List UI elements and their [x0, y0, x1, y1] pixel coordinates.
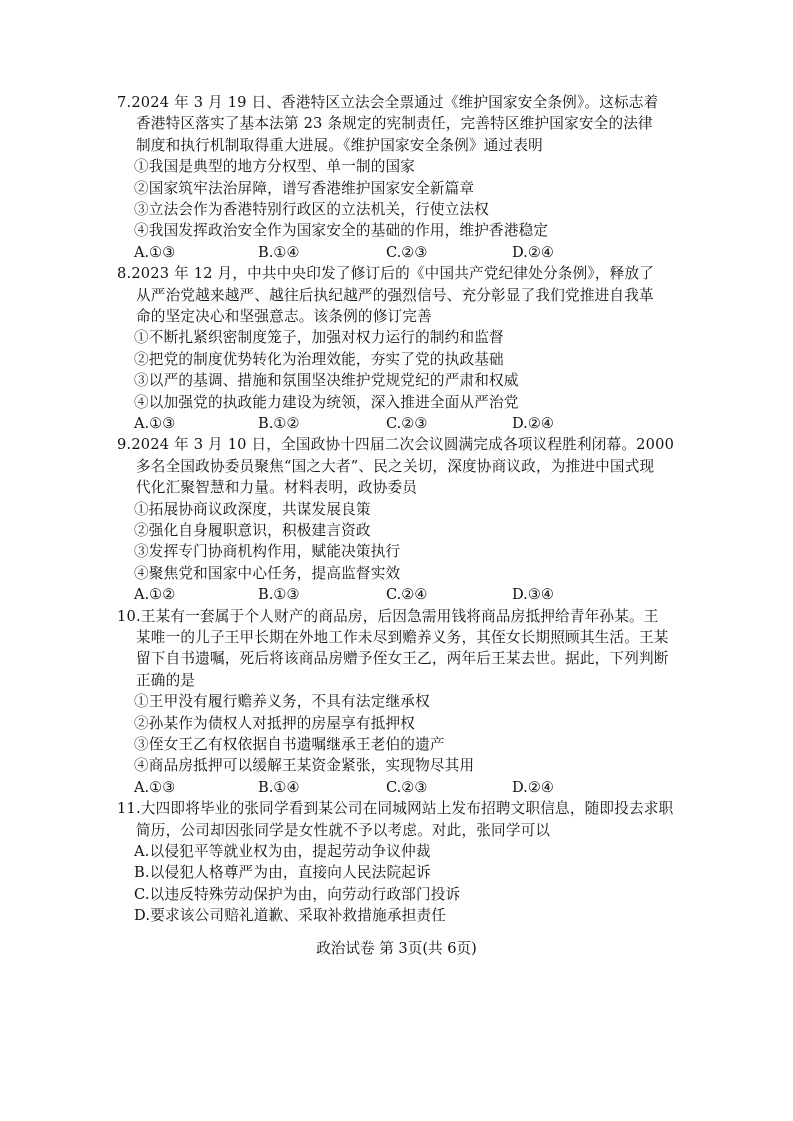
- question-option: ④我国发挥政治安全作为国家安全的基础的作用，维护香港稳定: [134, 222, 549, 240]
- question-stem: 7.2024 年 3 月 19 日、香港特区立法会全票通过《维护国家安全条例》。这标志着: [117, 94, 659, 111]
- question-option: ④以加强党的执政能力建设为统领，深入推进全面从严治党: [134, 393, 519, 411]
- question-option: ①拓展协商议政深度，共谋发展良策: [134, 500, 371, 518]
- question-option: D.要求该公司赔礼道歉、采取补救措施承担责任: [134, 907, 447, 925]
- answer-choice: B.①②: [258, 415, 300, 432]
- question-option: ②强化自身履职意识，积极建言资政: [134, 522, 371, 539]
- answer-choice: A.①②: [134, 586, 176, 604]
- question-option: C.以违反特殊劳动保护为由，向劳动行政部门投诉: [134, 885, 461, 903]
- question-option: ①不断扎紧织密制度笼子，加强对权力运行的制约和监督: [134, 329, 504, 347]
- answer-choice: D.②④: [512, 778, 554, 796]
- question-stem-line: 命的坚定决心和坚强意志。该条例的修订完善: [136, 308, 432, 325]
- question-stem-line: 从严治党越来越严、越往后执纪越严的强烈信号、充分彰显了我们党推进自我革: [136, 286, 654, 304]
- question-option: ③侄女王乙有权依据自书遗嘱继承王老伯的遗产: [134, 736, 445, 753]
- question-option: ②把党的制度优势转化为治理效能，夯实了党的执政基础: [134, 350, 504, 368]
- answer-choice: D.③④: [512, 586, 554, 604]
- question-stem-line: 制度和执行机制取得重大进展。《维护国家安全条例》通过表明: [136, 136, 543, 154]
- question-option: ④商品房抵押可以缓解王某资金紧张，实现物尽其用: [134, 757, 475, 775]
- answer-choice: B.①④: [258, 243, 300, 261]
- question-option: ③以严的基调、措施和氛围坚决维护党规党纪的严肃和权威: [134, 372, 519, 390]
- question-stem: 10.王某有一套属于个人财产的商品房，后因急需用钱将商品房抵押给青年孙某。王: [117, 607, 659, 625]
- question-stem-line: 正确的是: [136, 671, 196, 689]
- answer-choice: A.①③: [134, 778, 176, 796]
- question-stem-line: 留下自书遗嘱，死后将该商品房赠予侄女王乙，两年后王某去世。据此，下列判断: [136, 650, 669, 668]
- question-option: ②孙某作为债权人对抵押的房屋享有抵押权: [134, 714, 416, 732]
- question-option: ①王甲没有履行赡养义务，不具有法定继承权: [134, 693, 430, 711]
- answer-choice: C.②③: [386, 243, 428, 261]
- question-stem: 9.2024 年 3 月 10 日，全国政协十四届二次会议圆满完成各项议程胜利闭幕。2000: [117, 436, 675, 454]
- answer-choice: C.②③: [386, 415, 428, 432]
- answer-choice: D.②④: [512, 415, 554, 432]
- question-stem: 8.2023 年 12 月，中共中央印发了修订后的《中国共产党纪律处分条例》，释放了: [117, 265, 655, 283]
- answer-choice: A.①③: [134, 243, 176, 261]
- question-stem-line: 简历，公司却因张同学是女性就不予以考虑。对此，张同学可以: [136, 821, 551, 839]
- question-option: ②国家筑牢法治屏障，谱写香港维护国家安全新篇章: [134, 179, 475, 197]
- answer-choice: B.①③: [258, 586, 300, 604]
- answer-choice: D.②④: [512, 243, 554, 261]
- question-option: ④聚焦党和国家中心任务，提高监督实效: [134, 564, 401, 582]
- question-option: A.以侵犯平等就业权为由，提起劳动争议仲裁: [134, 843, 431, 860]
- question-option: ③立法会作为香港特别行政区的立法机关，行使立法权: [134, 201, 490, 218]
- question-stem-line: 代化汇聚智慧和力量。材料表明，政协委员: [136, 479, 418, 497]
- answer-choice: C.②③: [386, 778, 428, 796]
- question-stem-line: 某唯一的儿子王甲长期在外地工作未尽到赡养义务，其侄女长期照顾其生活。王某: [136, 629, 669, 646]
- question-stem: 11.大四即将毕业的张同学看到某公司在同城网站上发布招聘文职信息，随即投去求职: [117, 800, 674, 818]
- answer-choice: B.①④: [258, 778, 300, 796]
- question-option: ①我国是典型的地方分权型、单一制的国家: [134, 158, 416, 176]
- answer-choice: A.①③: [134, 415, 176, 432]
- question-stem-line: 香港特区落实了基本法第 23 条规定的宪制责任，完善特区维护国家安全的法律: [136, 115, 653, 133]
- question-option: ③发挥专门协商机构作用，赋能决策执行: [134, 543, 401, 561]
- answer-choice: C.②④: [386, 586, 428, 604]
- question-stem-line: 多名全国政协委员聚焦“国之大者”、民之关切，深度协商议政，为推进中国式现: [136, 457, 655, 475]
- question-option: B.以侵犯人格尊严为由，直接向人民法院起诉: [134, 864, 431, 882]
- page-footer: 政治试卷 第 3页(共 6页): [316, 940, 477, 957]
